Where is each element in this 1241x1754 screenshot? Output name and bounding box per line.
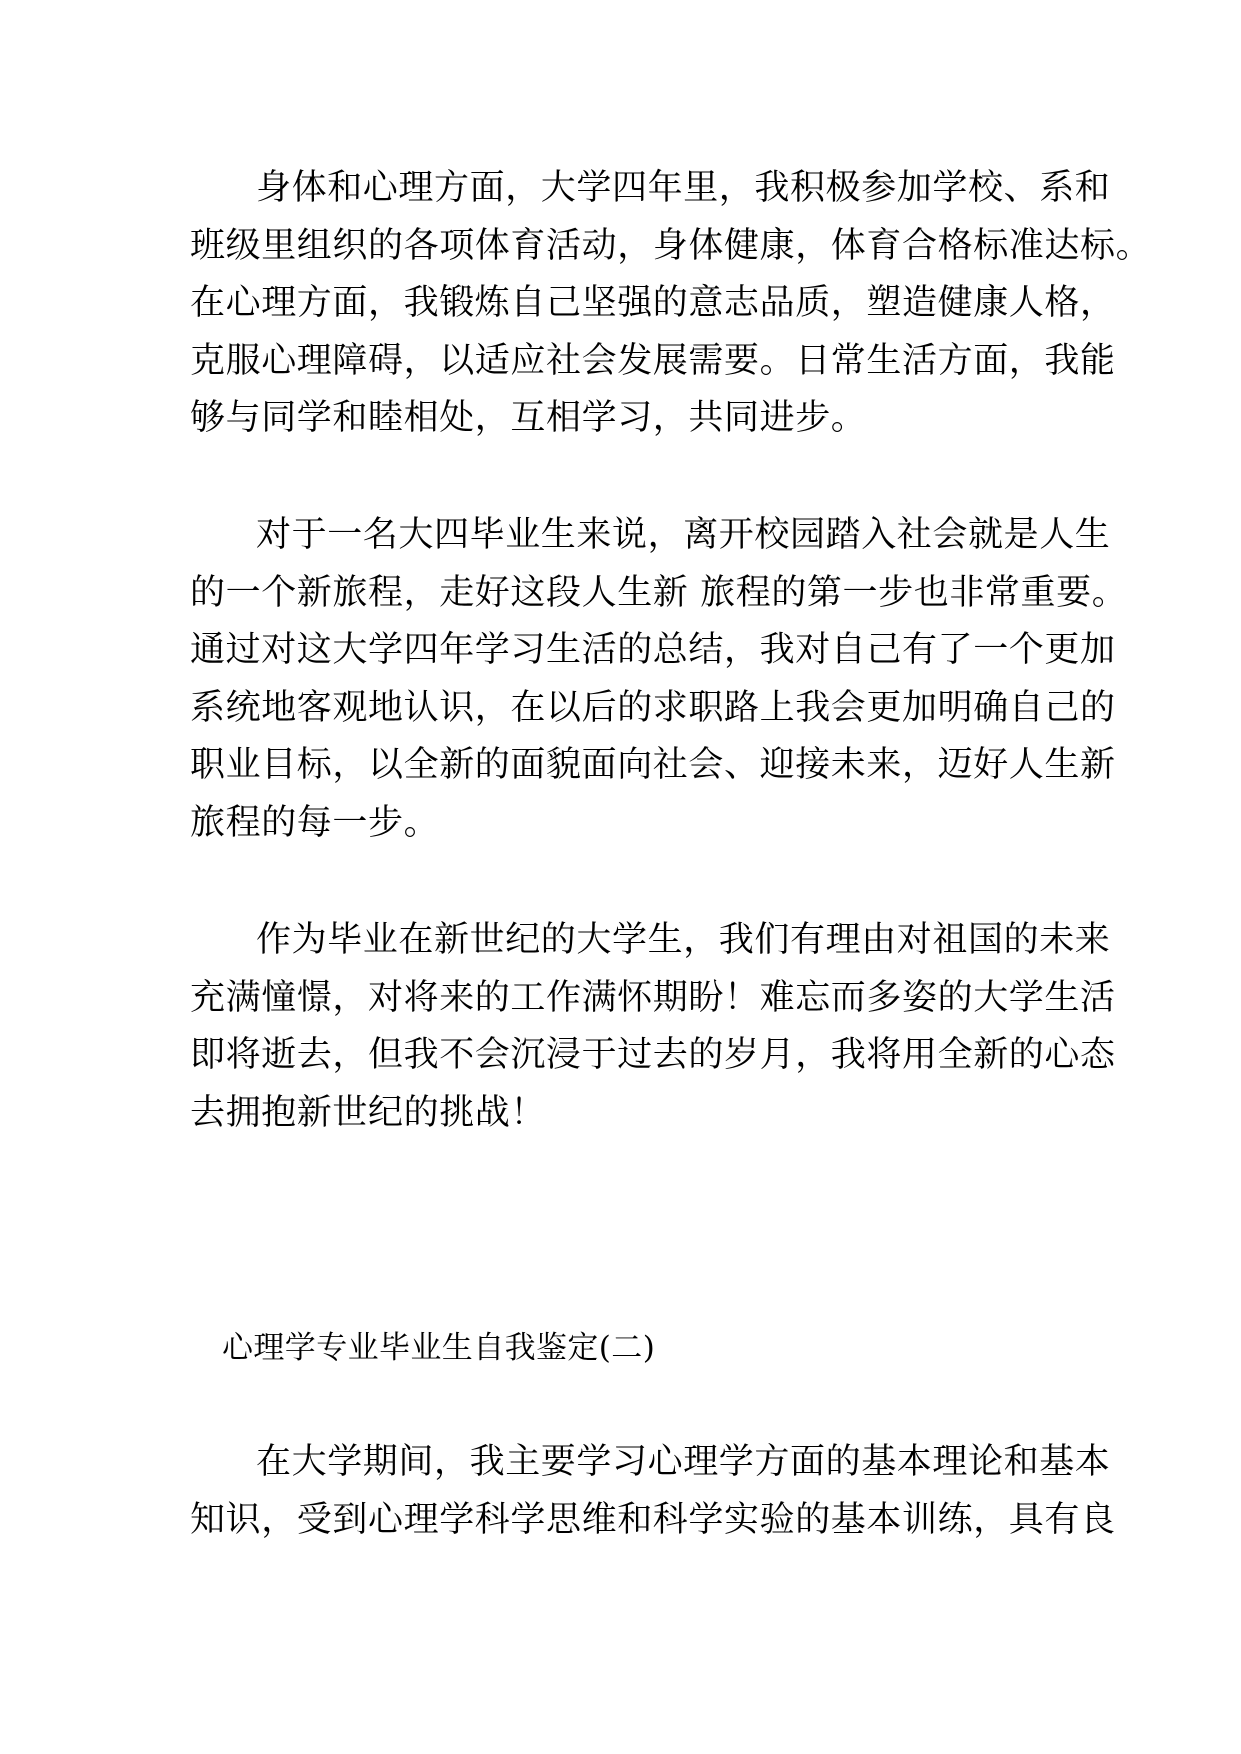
section-heading: 心理学专业毕业生自我鉴定(二)	[222, 1330, 656, 1366]
text-line: 够与同学和睦相处，互相学习，共同进步。	[190, 398, 867, 438]
text-line: 旅程的每一步。	[190, 802, 440, 843]
paragraph-university-study	[190, 1434, 1116, 1549]
text-line: 对于一名大四毕业生来说，离开校园踏入社会就是人生	[256, 515, 1111, 555]
text-line: 去拥抱新世纪的挑战！	[190, 1092, 547, 1133]
text-line: 系统地客观地认识，在以后的求职路上我会更加明确自己的	[190, 687, 1116, 728]
text-line: 充满憧憬，对将来的工作满怀期盼！难忘而多姿的大学生活	[190, 977, 1116, 1018]
paragraph-graduation-journey	[190, 507, 1128, 852]
text-line: 作为毕业在新世纪的大学生，我们有理由对祖国的未来	[256, 920, 1111, 960]
text-line: 通过对这大学四年学习生活的总结，我对自己有了一个更加	[190, 630, 1116, 670]
text-line: 班级里组织的各项体育活动，身体健康，体育合格标准达标。	[190, 225, 1152, 266]
text-line: 即将逝去，但我不会沉浸于过去的岁月，我将用全新的心态	[190, 1035, 1116, 1075]
paragraph-new-century	[190, 912, 1116, 1142]
text-line: 职业目标，以全新的面貌面向社会、迎接未来，迈好人生新	[190, 745, 1116, 785]
text-line: 在心理方面，我锻炼自己坚强的意志品质，塑造健康人格，	[190, 283, 1116, 323]
text-line: 克服心理障碍，以适应社会发展需要。日常生活方面，我能	[190, 340, 1116, 381]
text-line: 知识，受到心理学科学思维和科学实验的基本训练，具有良	[190, 1499, 1116, 1540]
text-line: 的一个新旅程，走好这段人生新 旅程的第一步也非常重要。	[190, 572, 1128, 613]
text-line: 在大学期间，我主要学习心理学方面的基本理论和基本	[256, 1442, 1111, 1482]
text-line: 身体和心理方面，大学四年里，我积极参加学校、系和	[256, 168, 1111, 208]
paragraph-health	[190, 160, 1152, 448]
